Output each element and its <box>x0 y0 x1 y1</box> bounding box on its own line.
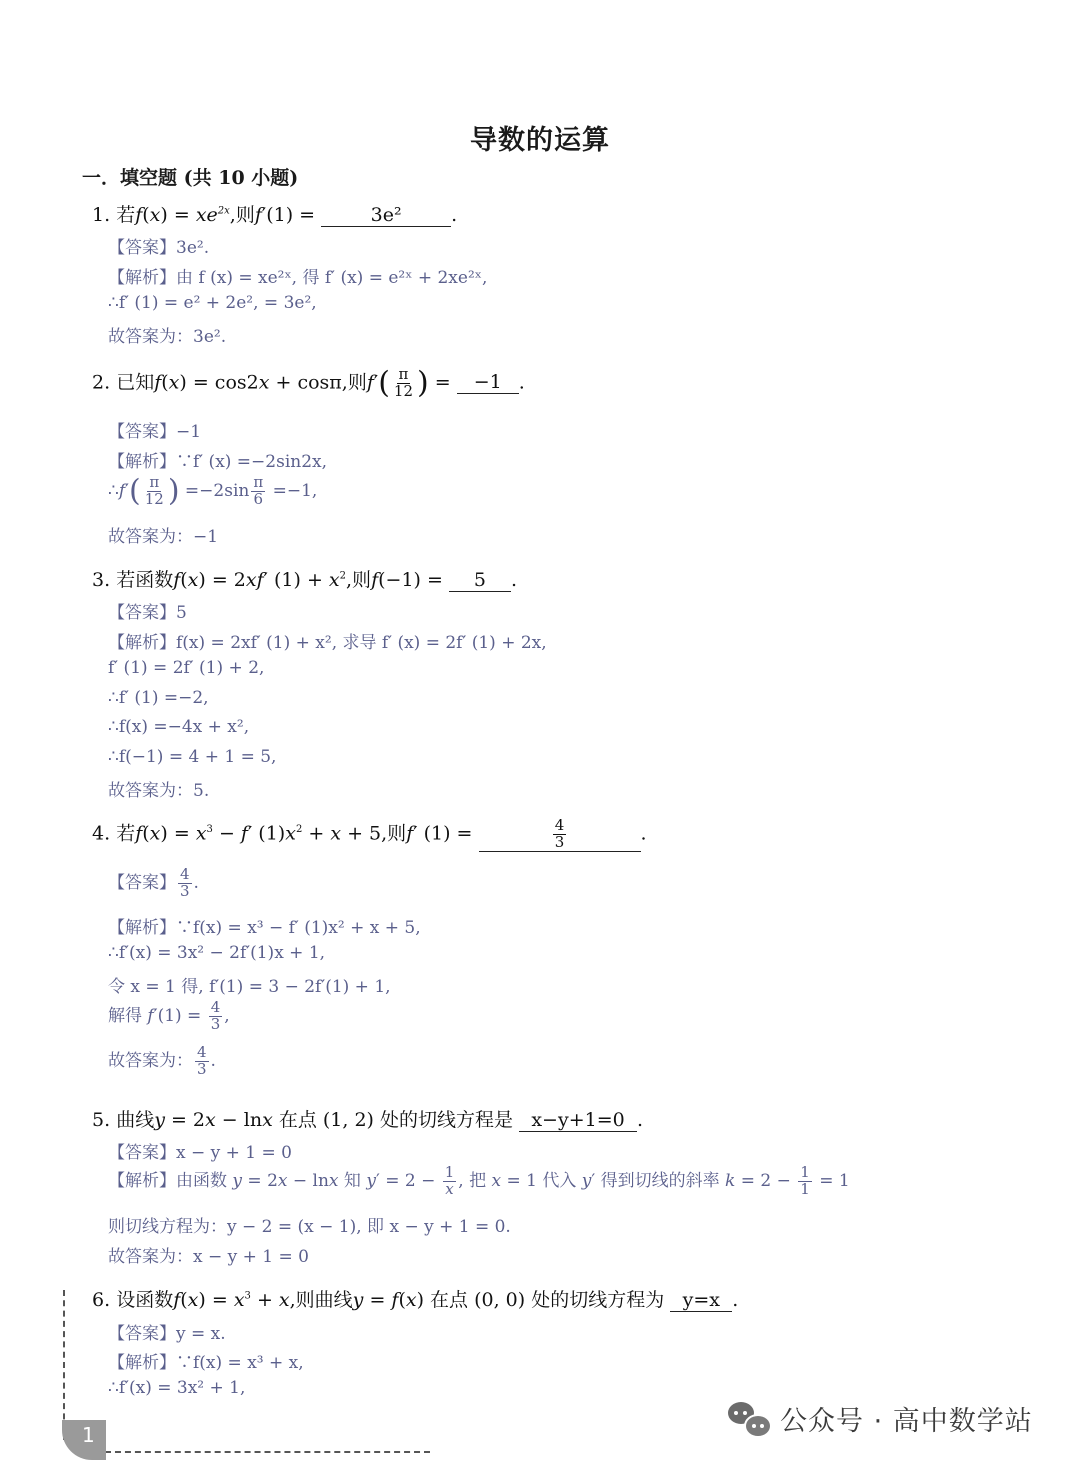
q4-step: 令 x = 1 得, f′(1) = 3 − 2f′(1) + 1, <box>108 977 391 997</box>
q5-conclusion: 故答案为：x − y + 1 = 0 <box>108 1247 309 1267</box>
question-6: 6. 设函数$f(x) = x^3 + x$,则曲线y = f(x) 在点 (0, 0) 处的切线方程为 y=x . <box>92 1289 739 1311</box>
question-1: 1. 若$f(x) = xe^{2x}$,则f′(1) = 3e² . <box>92 204 458 226</box>
answer-blank: 3e² <box>321 204 451 227</box>
q2-analysis: 【解析】∵f′ (x) =−2sin2x, <box>108 452 328 472</box>
q6-answer: 【答案】y = x. <box>108 1324 226 1344</box>
q4-analysis: 【解析】∵f(x) = x³ − f′ (1)x² + x + 5, <box>108 918 421 938</box>
answer-blank: y=x <box>670 1289 732 1312</box>
q4-step: 解得 f′(1) = $\frac{4}{3}$ , <box>108 998 230 1033</box>
q3-step: ∴f(−1) = 4 + 1 = 5, <box>108 747 277 767</box>
dashed-border-bottom <box>105 1451 430 1453</box>
question-2: 2. 已知f(x) = cos2x + cosπ,则f′( $\frac{\pi}{12}$ ) = −1 . <box>92 365 525 401</box>
q3-analysis: 【解析】f(x) = 2xf′ (1) + x², 求导 f′ (x) = 2f′ (1) + 2x, <box>108 633 547 653</box>
answer-blank: x−y+1=0 <box>519 1109 637 1132</box>
q1-analysis: 【解析】由 f (x) = xe²ˣ, 得 f′ (x) = e²ˣ + 2xe²ˣ, <box>108 268 488 288</box>
wechat-icon <box>728 1398 770 1438</box>
q1-step: ∴f′ (1) = e² + 2e², = 3e², <box>108 293 317 313</box>
q1-conclusion: 故答案为：3e². <box>108 327 227 347</box>
question-3: 3. 若函数f(x) = 2xf′ $(1) + x^2$,则f(−1) = 5 . <box>92 569 517 591</box>
q5-step: 则切线方程为：y − 2 = (x − 1), 即 x − y + 1 = 0. <box>108 1217 511 1237</box>
page-title: 导数的运算 <box>470 125 610 156</box>
dashed-border-left <box>63 1290 65 1440</box>
answer-blank: −1 <box>457 371 519 394</box>
q3-step: ∴f′ (1) =−2, <box>108 688 209 708</box>
q5-answer: 【答案】x − y + 1 = 0 <box>108 1143 292 1163</box>
question-4: 4. 若$f(x) = x^3 - f'$ $(1)x^2 + x + 5$,则f′ (1) = $\frac{4}{3}$ . <box>92 816 647 851</box>
page-number: 1 <box>82 1423 95 1447</box>
q3-step: f′ (1) = 2f′ (1) + 2, <box>108 658 265 678</box>
watermark-text: 公众号 · 高中数学站 <box>780 1405 1033 1437</box>
q3-answer: 【答案】5 <box>108 603 187 623</box>
watermark <box>728 1398 1033 1438</box>
q2-step: ∴f′( $\frac{\pi}{12}$ ) =−2sin $\frac{\pi}{6}$ =−1, <box>108 473 318 509</box>
answer-blank: $\frac{4}{3}$ <box>479 818 641 852</box>
q3-conclusion: 故答案为：5. <box>108 781 210 801</box>
q2-answer: 【答案】−1 <box>108 422 202 442</box>
q4-answer: 【答案】 $\frac{4}{3}$ . <box>108 865 199 900</box>
q4-step: ∴f′(x) = 3x² − 2f′(1)x + 1, <box>108 943 326 963</box>
answer-blank: 5 <box>449 569 511 592</box>
question-5: 5. 曲线y = 2x − lnx 在点 (1, 2) 处的切线方程是 x−y+1=0 . <box>92 1109 644 1131</box>
q4-conclusion: 故答案为： $\frac{4}{3}$ . <box>108 1043 216 1078</box>
q2-conclusion: 故答案为：−1 <box>108 527 219 547</box>
q5-analysis: 【解析】由函数 y = 2x − lnx 知 y′ = 2 − $\frac{1}{x}$ , 把 x = 1 代入 y′ 得到切线的斜率 k = 2 − $\frac{1}{1}$ = 1 <box>108 1163 850 1198</box>
q6-step: ∴f′(x) = 3x² + 1, <box>108 1378 246 1398</box>
q3-step: ∴f(x) =−4x + x², <box>108 717 250 737</box>
q6-analysis: 【解析】∵f(x) = x³ + x, <box>108 1353 304 1373</box>
section-heading: 一．填空题 (共 10 小题) <box>82 167 299 189</box>
q1-answer: 【答案】3e². <box>108 238 210 258</box>
